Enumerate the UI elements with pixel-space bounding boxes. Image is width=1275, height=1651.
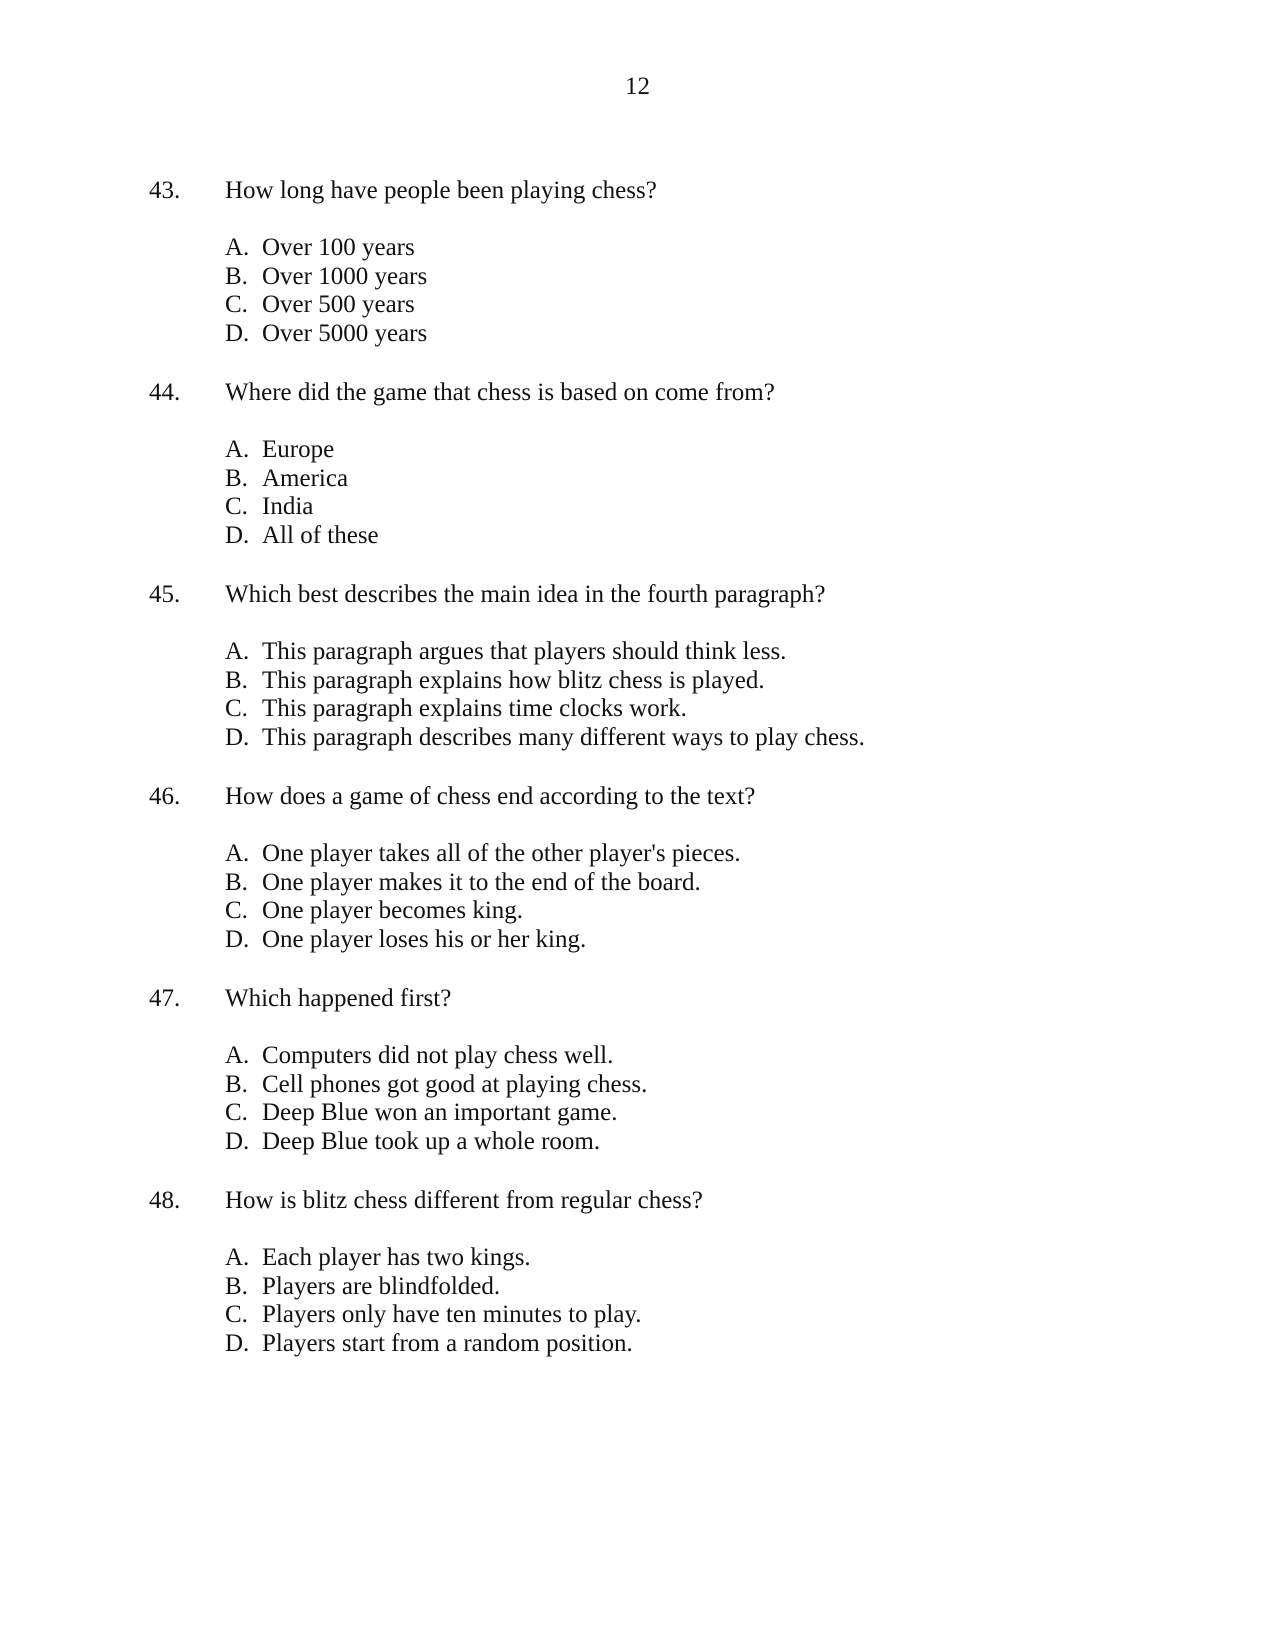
- option-text: Computers did not play chess well.: [262, 1042, 614, 1069]
- question-number: 47.: [149, 985, 181, 1012]
- answer-option: [225, 493, 379, 522]
- option-letter: B.: [225, 868, 248, 896]
- option-letter: A.: [225, 840, 250, 867]
- answer-option: [225, 638, 865, 667]
- question-48: [0, 1187, 1275, 1389]
- option-text: Over 500 years: [262, 291, 415, 319]
- answer-option: [225, 1099, 647, 1128]
- question-text: How is blitz chess different from regular chess?: [225, 1187, 703, 1214]
- option-text: India: [262, 493, 314, 521]
- option-letter: A.: [225, 1244, 250, 1271]
- option-letter: C.: [225, 695, 248, 723]
- answer-option: [225, 1244, 642, 1273]
- question-47: [0, 985, 1275, 1187]
- answer-option: [225, 1042, 647, 1071]
- question-text: How long have people been playing chess?: [225, 177, 657, 204]
- answer-options: [225, 234, 427, 349]
- option-text: This paragraph argues that players should think less.: [262, 638, 787, 665]
- answer-option: [225, 869, 741, 898]
- option-letter: C.: [225, 1099, 248, 1127]
- answer-options: [225, 638, 865, 753]
- option-letter: C.: [225, 291, 248, 319]
- option-text: All of these: [262, 522, 379, 550]
- option-text: This paragraph describes many different ways to play chess.: [262, 724, 865, 752]
- option-text: Players only have ten minutes to play.: [262, 1301, 642, 1329]
- answer-options: [225, 840, 741, 955]
- answer-option: [225, 926, 741, 955]
- question-text: Which happened first?: [225, 985, 452, 1012]
- answer-option: [225, 1301, 642, 1330]
- option-letter: D.: [225, 1330, 250, 1358]
- option-letter: A.: [225, 1042, 250, 1069]
- answer-option: [225, 667, 865, 696]
- option-letter: B.: [225, 1272, 248, 1300]
- option-letter: D.: [225, 320, 250, 348]
- option-letter: C.: [225, 897, 248, 925]
- answer-option: [225, 522, 379, 551]
- question-text: Where did the game that chess is based on come from?: [225, 379, 775, 406]
- question-44: [0, 379, 1275, 581]
- question-text: How does a game of chess end according to the text?: [225, 783, 756, 810]
- answer-options: [225, 1244, 642, 1359]
- answer-option: [225, 234, 427, 263]
- answer-option: [225, 436, 379, 465]
- option-text: One player becomes king.: [262, 897, 524, 925]
- question-number: 48.: [149, 1187, 181, 1214]
- option-text: Players are blindfolded.: [262, 1272, 501, 1300]
- option-text: One player loses his or her king.: [262, 926, 587, 954]
- option-text: Each player has two kings.: [262, 1244, 531, 1271]
- option-letter: D.: [225, 1128, 250, 1156]
- option-letter: C.: [225, 1301, 248, 1329]
- answer-option: [225, 1273, 642, 1302]
- option-text: One player takes all of the other player's pieces.: [262, 840, 741, 867]
- answer-option: [225, 291, 427, 320]
- option-text: America: [262, 464, 349, 492]
- option-letter: B.: [225, 666, 248, 694]
- option-text: This paragraph explains time clocks work.: [262, 695, 687, 723]
- answer-options: [225, 436, 379, 551]
- answer-option: [225, 1071, 647, 1100]
- answer-option: [225, 1330, 642, 1359]
- option-letter: A.: [225, 638, 250, 665]
- option-letter: B.: [225, 464, 248, 492]
- question-46: [0, 783, 1275, 985]
- option-letter: D.: [225, 522, 250, 550]
- answer-option: [225, 724, 865, 753]
- answer-option: [225, 695, 865, 724]
- page-number: 12: [625, 73, 650, 100]
- option-letter: A.: [225, 436, 250, 463]
- option-text: Europe: [262, 436, 335, 463]
- option-text: Over 100 years: [262, 234, 415, 261]
- option-text: One player makes it to the end of the board.: [262, 868, 701, 896]
- option-letter: D.: [225, 724, 250, 752]
- answer-option: [225, 897, 741, 926]
- option-letter: B.: [225, 262, 248, 290]
- option-text: Over 5000 years: [262, 320, 428, 348]
- option-text: This paragraph explains how blitz chess is played.: [262, 666, 765, 694]
- question-list: [0, 177, 1275, 1389]
- question-text: Which best describes the main idea in the fourth paragraph?: [225, 581, 826, 608]
- answer-option: [225, 840, 741, 869]
- answer-option: [225, 465, 379, 494]
- option-letter: C.: [225, 493, 248, 521]
- option-text: Deep Blue won an important game.: [262, 1099, 618, 1127]
- question-number: 44.: [149, 379, 181, 406]
- answer-option: [225, 263, 427, 292]
- answer-option: [225, 320, 427, 349]
- option-letter: A.: [225, 234, 250, 261]
- question-number: 43.: [149, 177, 181, 204]
- question-number: 45.: [149, 581, 181, 608]
- question-45: [0, 581, 1275, 783]
- option-text: Cell phones got good at playing chess.: [262, 1070, 648, 1098]
- answer-options: [225, 1042, 647, 1157]
- option-letter: D.: [225, 926, 250, 954]
- option-text: Over 1000 years: [262, 262, 428, 290]
- question-43: [0, 177, 1275, 379]
- option-text: Players start from a random position.: [262, 1330, 633, 1358]
- answer-option: [225, 1128, 647, 1157]
- option-text: Deep Blue took up a whole room.: [262, 1128, 601, 1156]
- question-number: 46.: [149, 783, 181, 810]
- option-letter: B.: [225, 1070, 248, 1098]
